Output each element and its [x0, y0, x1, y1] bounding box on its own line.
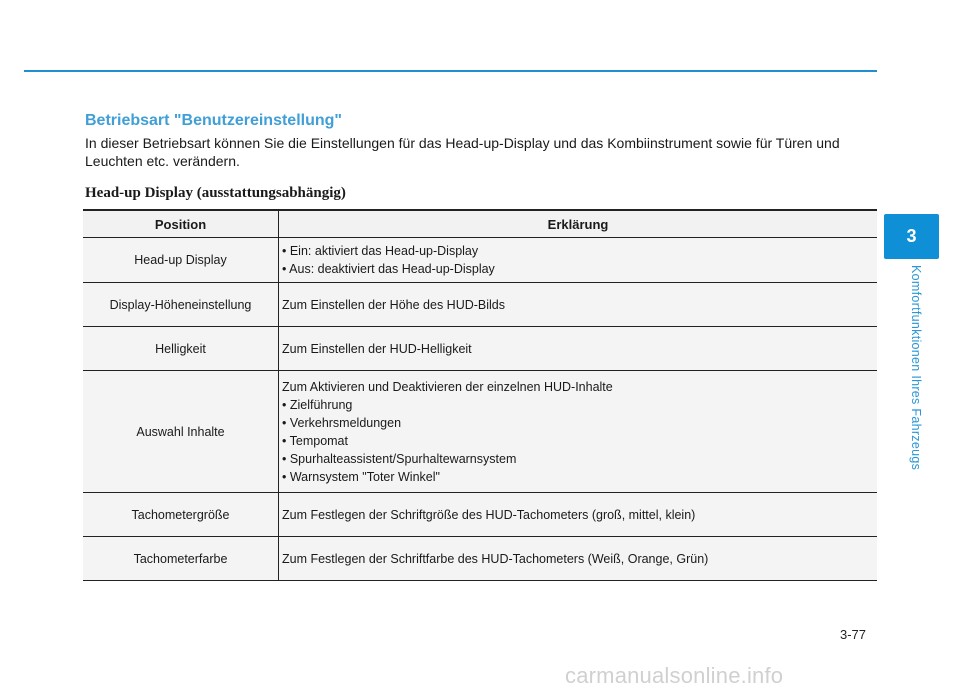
chapter-tab[interactable]: [884, 214, 939, 259]
explanation-line: • Ein: aktiviert das Head-up-Display: [282, 244, 479, 258]
row-position: Tachometerfarbe: [83, 537, 279, 581]
table-row: [83, 371, 877, 493]
table-row: [83, 238, 877, 283]
explanation-line: • Warnsystem "Toter Winkel": [282, 469, 440, 484]
explanation-line: • Zielführung: [282, 397, 353, 412]
hud-subtitle: Head-up Display (ausstattungsabhängig): [85, 185, 346, 201]
header-position: Position: [83, 210, 279, 238]
explanation-line: Zum Aktivieren und Deaktivieren der einzelnen HUD-Inhalte: [282, 379, 613, 394]
table-row: [83, 537, 877, 581]
explanation-line: Zum Festlegen der Schriftgröße des HUD-Tachometers (groß, mittel, klein): [282, 507, 696, 522]
table-header-row: [83, 210, 877, 238]
row-explanation: [279, 493, 878, 537]
row-explanation: [279, 537, 878, 581]
explanation-line: • Tempomat: [282, 433, 348, 448]
table-row: [83, 327, 877, 371]
row-position: Tachometergröße: [83, 493, 279, 537]
explanation-line: • Aus: deaktiviert das Head-up-Display: [282, 262, 495, 276]
top-rule: [24, 70, 877, 72]
explanation-line: Zum Einstellen der Höhe des HUD-Bilds: [282, 297, 506, 312]
section-title: Betriebsart "Benutzereinstellung": [85, 112, 342, 129]
table-row: [83, 493, 877, 537]
chapter-number: 3: [906, 226, 917, 246]
row-explanation: [279, 283, 878, 327]
row-explanation: [279, 238, 878, 283]
intro-paragraph: In dieser Betriebsart können Sie die Einstellungen für das Head-up-Display und das Kombiinstrument sowie für Türen und Leuchten etc. verändern.: [85, 135, 840, 169]
explanation-line: • Spurhalteassistent/Spurhaltewarnsystem: [282, 451, 517, 466]
header-explanation: Erklärung: [279, 210, 878, 238]
row-position: Head-up Display: [83, 238, 279, 283]
row-position: Auswahl Inhalte: [83, 371, 279, 493]
explanation-line: Zum Festlegen der Schriftfarbe des HUD-Tachometers (Weiß, Orange, Grün): [282, 551, 709, 566]
explanation-line: Zum Einstellen der HUD-Helligkeit: [282, 341, 472, 356]
row-position: Helligkeit: [83, 327, 279, 371]
hud-settings-table: [83, 209, 877, 581]
row-explanation: [279, 371, 878, 493]
watermark: carmanualsonline.info: [565, 663, 784, 688]
table-row: [83, 283, 877, 327]
row-explanation: [279, 327, 878, 371]
chapter-title: Komfortfunktionen Ihres Fahrzeugs: [909, 265, 923, 471]
row-position: Display-Höheneinstellung: [83, 283, 279, 327]
explanation-line: • Verkehrsmeldungen: [282, 415, 402, 430]
page-number: 3-77: [840, 627, 867, 642]
